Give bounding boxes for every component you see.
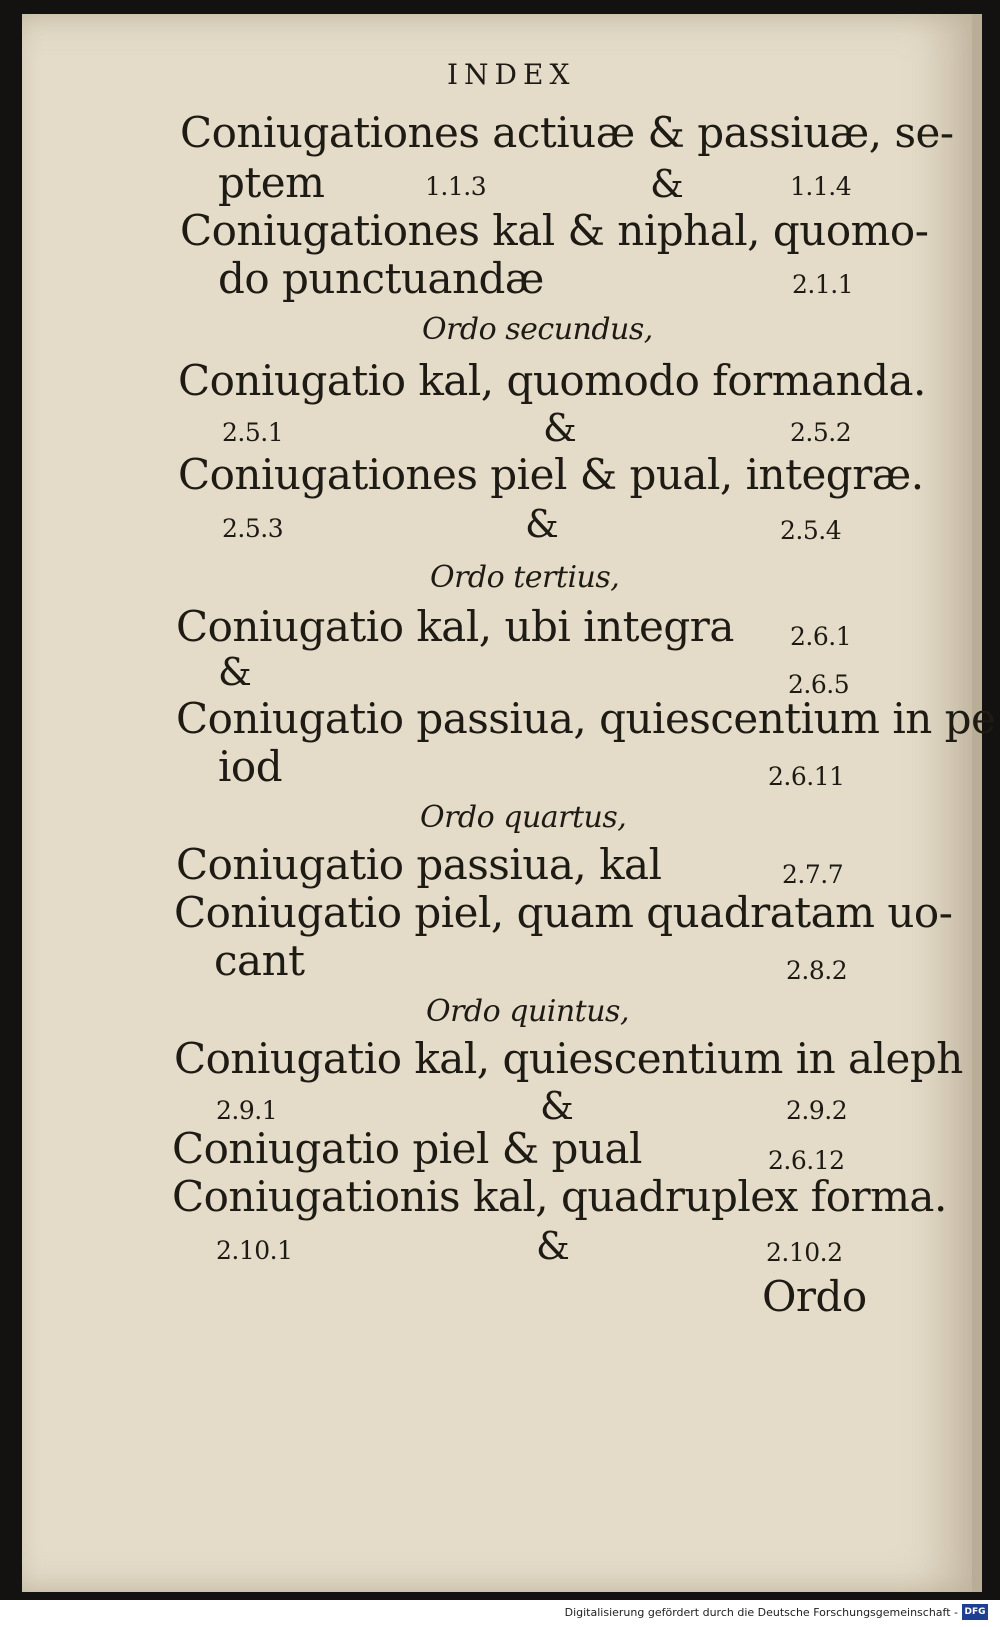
footer-credit: Digitalisierung gefördert durch die Deutsche Forschungsgemeinschaft -	[564, 1606, 958, 1619]
ampersand: &	[218, 650, 252, 694]
index-entry-continuation: do punctuandæ	[218, 254, 544, 303]
page-reference: 2.1.1	[792, 270, 854, 299]
index-entry: Coniugationes actiuæ & passiuæ, se-	[180, 108, 954, 157]
index-entry: Coniugatio piel, quam quadratam uo-	[174, 888, 953, 937]
page-reference: 2.10.1	[216, 1236, 293, 1265]
page-reference: 2.6.11	[768, 762, 845, 791]
ampersand: &	[540, 1084, 574, 1128]
page-reference: 2.6.12	[768, 1146, 845, 1175]
index-entry: Coniugatio piel & pual	[172, 1124, 642, 1173]
page-reference: 2.10.2	[766, 1238, 843, 1267]
catchword: Ordo	[762, 1272, 867, 1321]
page-reference: 2.5.4	[780, 516, 842, 545]
page-edge	[972, 14, 982, 1592]
page-reference: 2.6.5	[788, 670, 850, 699]
index-entry: Coniugatio kal, quiescentium in aleph	[174, 1034, 963, 1083]
page-reference: 2.5.2	[790, 418, 852, 447]
page-reference: 1.1.4	[790, 172, 852, 201]
page-reference: 1.1.3	[425, 172, 487, 201]
page-reference: 2.5.1	[222, 418, 284, 447]
index-entry: Coniugatio kal, ubi integra	[176, 602, 734, 651]
ampersand: &	[536, 1224, 570, 1268]
page-reference: 2.9.2	[786, 1096, 848, 1125]
section-heading: Ordo tertius,	[430, 560, 620, 595]
footer-bar	[0, 1600, 1000, 1627]
page-reference: 2.9.1	[216, 1096, 278, 1125]
page-header: INDEX	[447, 58, 576, 91]
index-entry-continuation: iod	[218, 742, 283, 791]
section-heading: Ordo quintus,	[426, 994, 629, 1029]
index-entry: Coniugationis kal, quadruplex forma.	[172, 1172, 947, 1221]
section-heading: Ordo secundus,	[422, 312, 653, 347]
index-entry: Coniugatio passiua, quiescentium in pe	[176, 694, 996, 743]
page-reference: 2.8.2	[786, 956, 848, 985]
dfg-logo: DFG	[962, 1604, 988, 1620]
index-entry: Coniugationes kal & niphal, quomo-	[180, 206, 929, 255]
page-reference: 2.5.3	[222, 514, 284, 543]
index-entry-continuation: ptem	[218, 158, 325, 207]
index-entry: Coniugatio kal, quomodo formanda.	[178, 356, 926, 405]
section-heading: Ordo quartus,	[420, 800, 627, 835]
ampersand: &	[525, 502, 559, 546]
index-entry: Coniugatio passiua, kal	[176, 840, 662, 889]
page-reference: 2.7.7	[782, 860, 844, 889]
index-entry-continuation: cant	[214, 936, 305, 985]
ampersand: &	[650, 162, 684, 206]
page-reference: 2.6.1	[790, 622, 852, 651]
index-entry: Coniugationes piel & pual, integræ.	[178, 450, 924, 499]
ampersand: &	[543, 406, 577, 450]
